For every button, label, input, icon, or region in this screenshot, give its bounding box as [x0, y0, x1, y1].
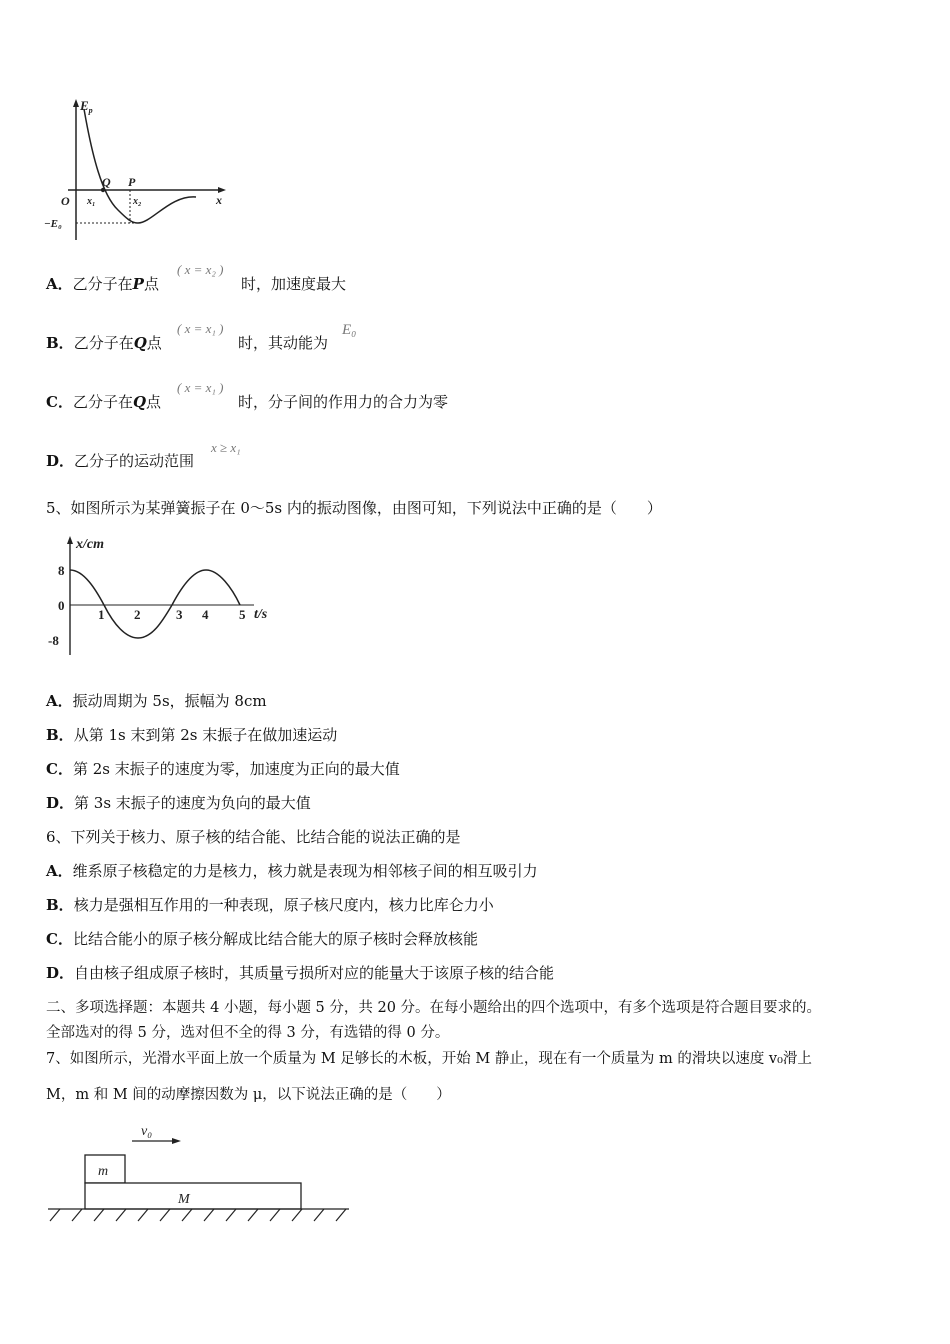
q4-option-c	[46, 391, 161, 412]
board-M	[85, 1183, 301, 1209]
q6-option-d	[46, 962, 554, 983]
v0-arrow-head	[172, 1138, 181, 1144]
q4-b-tail: 时，其动能为	[238, 334, 329, 352]
q6-option-a	[46, 860, 538, 881]
option-letter: B．	[46, 896, 74, 914]
option-letter: B．	[46, 334, 74, 352]
block-on-board-figure	[44, 1115, 364, 1230]
option-letter: C．	[46, 930, 73, 948]
q4-a-tail: 时，加速度最大	[241, 275, 347, 293]
osc-x-tick-2: 2	[134, 607, 141, 622]
osc-x-tick-5: 5	[239, 607, 246, 622]
option-text-pre: 乙分子在	[72, 393, 133, 411]
osc-y-tick-0: 0	[58, 598, 65, 613]
ep-origin-label: O	[61, 194, 70, 208]
q6-stem: 6、下列关于核力、原子核的结合能、比结合能的说法正确的是	[46, 828, 461, 846]
oscillation-graph	[44, 530, 294, 660]
option-text: 振动周期为 5s，振幅为 8cm	[72, 692, 267, 710]
q7-line1: 7、如图所示，光滑水平面上放一个质量为 M 足够长的木板，开始 M 静止，现在有一个质量为 m 的滑块以速度 v₀滑上	[46, 1051, 812, 1067]
ground-hatching	[50, 1209, 346, 1221]
option-text-pre: 乙分子在	[72, 275, 133, 293]
option-letter: A．	[46, 692, 73, 710]
board-label: M	[178, 1192, 190, 1207]
q5-option-c	[46, 758, 400, 779]
option-var: Q	[132, 393, 147, 411]
q5-option-b	[46, 724, 337, 745]
ep-x2-label: x₂	[133, 196, 142, 207]
osc-curve	[70, 570, 240, 638]
q4-b-formula2: E₀	[342, 322, 357, 338]
osc-x-tick-1: 1	[98, 607, 105, 622]
ep-q-label: Q	[102, 175, 111, 189]
option-text: 核力是强相互作用的一种表现，原子核尺度内，核力比库仑力小	[73, 896, 494, 914]
small-block-label: m	[98, 1164, 109, 1179]
option-text: 维系原子核稳定的力是核力，核力就是表现为相邻核子间的相互吸引力	[72, 862, 538, 880]
q4-option-d	[46, 450, 194, 471]
option-text: 第 3s 末振子的速度为负向的最大值	[74, 794, 311, 812]
osc-x-tick-4: 4	[202, 607, 209, 622]
option-text-post: 点	[146, 334, 162, 352]
option-var: Q	[133, 334, 147, 352]
q4-option-a	[46, 273, 159, 294]
q7-line2: M，m 和 M 间的动摩擦因数为 μ，以下说法正确的是（ ）	[46, 1087, 451, 1103]
q4-c-tail: 时，分子间的作用力的合力为零	[238, 393, 449, 411]
q4-c-formula: ( x = x₁ )	[177, 380, 224, 395]
option-text: 自由核子组成原子核时，其质量亏损所对应的能量大于该原子核的结合能	[74, 964, 555, 982]
osc-y-tick-neg8: -8	[48, 633, 59, 648]
option-letter: D．	[46, 794, 75, 812]
q4-a-formula: ( x = x₂ )	[177, 262, 224, 277]
q4-d-formula: x ≥ x₁	[211, 440, 241, 455]
osc-y-arrow	[67, 536, 73, 544]
q6-option-b	[46, 894, 494, 915]
section2-line1: 二、多项选择题：本题共 4 小题，每小题 5 分，共 20 分。在每小题给出的四个选项中，有多个选项是符合题目要求的。	[46, 1000, 822, 1016]
option-text-pre: 乙分子的运动范围	[74, 452, 195, 470]
option-var: P	[132, 275, 144, 293]
option-text-pre: 乙分子在	[73, 334, 134, 352]
osc-y-tick-8: 8	[58, 563, 65, 578]
option-text-post: 点	[143, 275, 159, 293]
q5-option-d	[46, 792, 311, 813]
q4-b-formula: ( x = x₁ )	[177, 321, 224, 336]
option-letter: A．	[46, 275, 73, 293]
option-letter: D．	[46, 964, 75, 982]
osc-x-label: t/s	[254, 607, 268, 622]
q5-option-a	[46, 690, 267, 711]
osc-y-label: x/cm	[76, 537, 104, 552]
q6-option-c	[46, 928, 478, 949]
option-letter: A．	[46, 862, 73, 880]
q5-stem: 5、如图所示为某弹簧振子在 0～5s 内的振动图像，由图可知，下列说法中正确的是（ ）	[46, 499, 662, 517]
ep-x-label: x	[216, 193, 222, 207]
option-text-post: 点	[146, 393, 162, 411]
osc-x-tick-3: 3	[176, 607, 183, 622]
option-letter: D．	[46, 452, 75, 470]
v0-label: v₀	[141, 1124, 153, 1139]
option-text: 比结合能小的原子核分解成比结合能大的原子核时会释放核能	[72, 930, 478, 948]
option-letter: C．	[46, 393, 73, 411]
ep-x1-label: x₁	[87, 196, 96, 207]
q4-option-b	[46, 332, 162, 353]
ep-p-label: P	[128, 175, 136, 189]
section2-line2: 全部选对的得 5 分，选对但不全的得 3 分，有选错的得 0 分。	[46, 1025, 450, 1041]
option-letter: C．	[46, 760, 73, 778]
ep-y-arrow	[73, 99, 79, 107]
option-letter: B．	[46, 726, 74, 744]
option-text: 从第 1s 末到第 2s 末振子在做加速运动	[73, 726, 338, 744]
ep-y-label: $E_p$	[80, 98, 93, 115]
option-text: 第 2s 末振子的速度为零，加速度为正向的最大值	[72, 760, 400, 778]
ep-x-graph	[40, 95, 240, 245]
ep-e0-label: −E₀	[44, 218, 62, 230]
